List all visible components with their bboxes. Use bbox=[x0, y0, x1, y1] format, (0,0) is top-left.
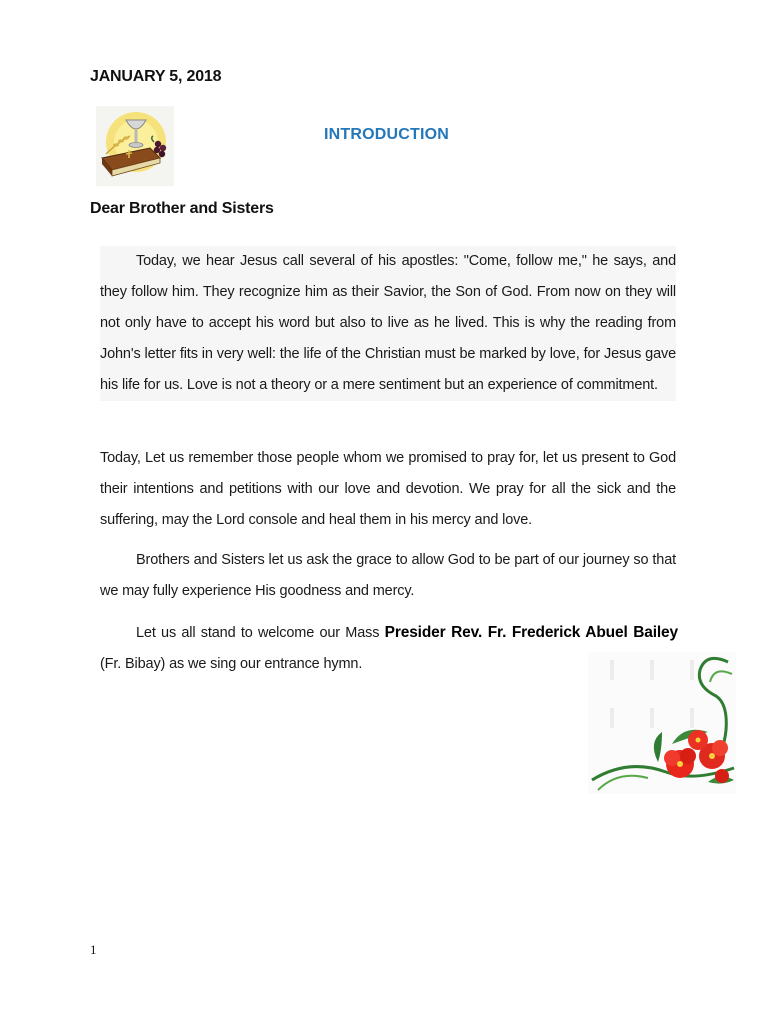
chalice-bible-icon bbox=[96, 106, 174, 186]
paragraph-2: Today, Let us remember those people whom we promised to pray for, let us present to God their intentions and petitions with our love and devotion. We pray for all the sick and the suffering, may the Lord console and heal them in his mercy and love. bbox=[100, 450, 676, 528]
closing-text-start: Let us all stand to welcome our Mass bbox=[136, 625, 385, 641]
presider-name: Presider Rev. Fr. Frederick Abuel Bailey bbox=[384, 624, 678, 641]
paragraph-3: Brothers and Sisters let us ask the grace to allow God to be part of our journey so that we may fully experience His goodness and mercy. bbox=[100, 552, 676, 599]
salutation: Dear Brother and Sisters bbox=[90, 200, 274, 217]
paragraph-1: Today, we hear Jesus call several of his apostles: "Come, follow me," he says, and they follow him. They recognize him as their Savior, the Son of God. From now on they will not only have to accept his word but also to live as he lived. This is why the reading from John's letter fits in very well: the life of the Christian must be marked by love, for Jesus gave his life for us. Love is not a theory or a mere sentiment but an experience of commitment. bbox=[100, 246, 676, 401]
page-title: INTRODUCTION bbox=[324, 126, 450, 143]
document-date: JANUARY 5, 2018 bbox=[90, 68, 222, 85]
closing-text-end: (Fr. Bibay) as we sing our entrance hymn. bbox=[100, 656, 363, 672]
flower-corner-decoration bbox=[588, 652, 736, 794]
page-number: 1 bbox=[90, 942, 97, 957]
